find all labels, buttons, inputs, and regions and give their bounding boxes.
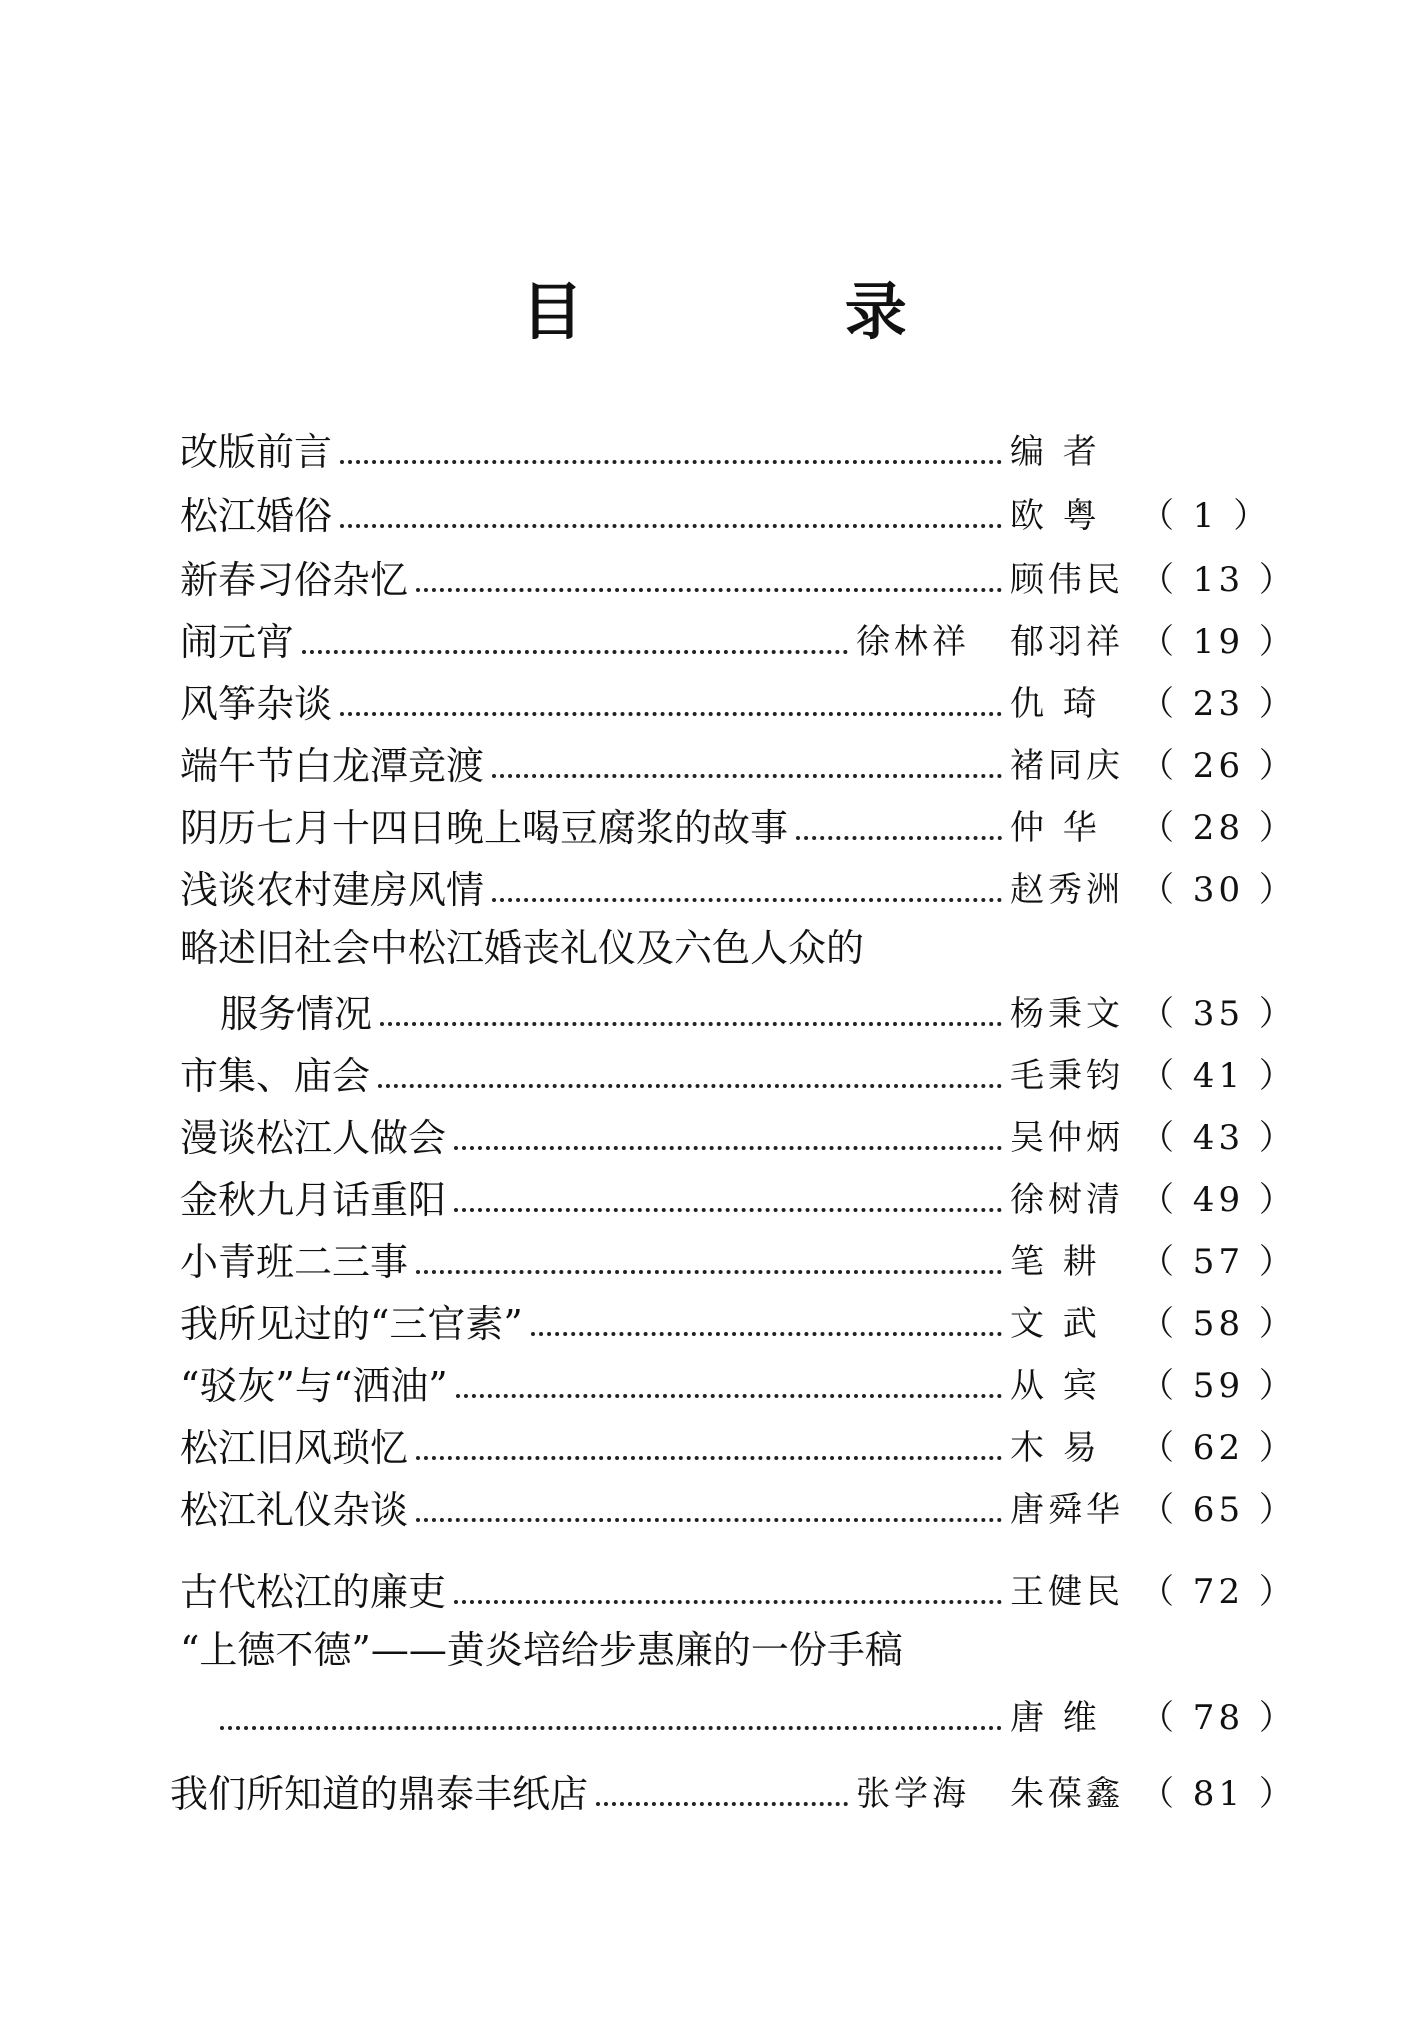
entry-page	[1140, 428, 1260, 476]
entry-title: 松江旧风琐忆	[180, 1426, 409, 1470]
leader-dots	[531, 1332, 1002, 1336]
entry-author: 编 者	[1010, 432, 1101, 472]
leader-dots	[416, 1518, 1002, 1522]
entry-author: 赵秀洲	[1010, 870, 1124, 910]
leader-dots	[380, 1022, 1002, 1026]
entry-coauthor: 徐林祥	[856, 622, 970, 662]
leader-dots	[416, 1270, 1002, 1274]
entry-author: 仲 华	[1010, 808, 1101, 848]
leader-dots	[416, 1456, 1002, 1460]
leader-dots	[454, 1600, 1002, 1604]
leader-dots	[220, 1726, 1002, 1730]
toc-entry-1[interactable]	[180, 424, 1260, 476]
entry-title: 小青班二三事	[180, 1240, 409, 1284]
entry-author: 顾伟民	[1010, 560, 1124, 600]
leader-dots	[340, 460, 1002, 464]
entry-title: 古代松江的廉吏	[180, 1570, 447, 1614]
toc-entry-9-line1[interactable]: 略述旧社会中松江婚丧礼仪及六色人众的	[180, 926, 865, 970]
entry-title: 新春习俗杂忆	[180, 558, 409, 602]
toc-entry-5[interactable]	[180, 676, 1297, 728]
entry-title: 风筝杂谈	[180, 682, 333, 726]
entry-page: （ 1 ）	[1140, 496, 1272, 536]
toc-entry-12[interactable]	[180, 1172, 1297, 1224]
leader-dots	[456, 1394, 1002, 1398]
entry-page: （ 43 ）	[1140, 1118, 1297, 1158]
toc-entry-6[interactable]	[180, 738, 1297, 790]
leader-dots	[454, 1208, 1002, 1212]
entry-author: 欧 粤	[1010, 496, 1101, 536]
leader-dots	[454, 1146, 1002, 1150]
entry-page: （ 41 ）	[1140, 1056, 1297, 1096]
toc-entry-7[interactable]	[180, 800, 1297, 852]
toc-entry-16[interactable]	[180, 1420, 1297, 1472]
entry-page: （ 65 ）	[1140, 1490, 1297, 1530]
toc-entry-20[interactable]	[170, 1766, 1297, 1818]
entry-author: 吴仲炳	[1010, 1118, 1124, 1158]
entry-title: 松江婚俗	[180, 494, 333, 538]
entry-page: （ 59 ）	[1140, 1366, 1297, 1406]
entry-author: 郁羽祥	[1010, 622, 1124, 662]
toc-entry-19[interactable]	[220, 1690, 1297, 1742]
leader-dots	[302, 650, 848, 654]
entry-title: 浅谈农村建房风情	[180, 868, 485, 912]
entry-page: （ 28 ）	[1140, 808, 1297, 848]
leader-dots	[340, 712, 1002, 716]
entry-page: （ 30 ）	[1140, 870, 1297, 910]
toc-entry-15[interactable]	[180, 1358, 1297, 1410]
entry-title: 我所见过的“三官素”	[180, 1302, 523, 1346]
entry-page: （ 49 ）	[1140, 1180, 1297, 1220]
entry-author: 毛秉钧	[1010, 1056, 1124, 1096]
entry-page: （ 23 ）	[1140, 684, 1297, 724]
toc-entry-10[interactable]	[180, 1048, 1297, 1100]
entry-author: 仇 琦	[1010, 684, 1101, 724]
entry-author: 唐 维	[1010, 1698, 1101, 1738]
entry-page: （ 19 ）	[1140, 622, 1297, 662]
toc-entry-18[interactable]	[180, 1564, 1297, 1616]
toc-entry-9[interactable]	[220, 986, 1297, 1038]
entry-page: （ 35 ）	[1140, 994, 1297, 1034]
entry-title-cont: 服务情况	[220, 992, 373, 1036]
leader-dots	[416, 588, 1002, 592]
leader-dots	[492, 774, 1002, 778]
entry-coauthor: 张学海	[856, 1774, 970, 1814]
entry-page: （ 78 ）	[1140, 1698, 1297, 1738]
leader-dots	[796, 836, 1002, 840]
entry-author: 褚同庆	[1010, 746, 1124, 786]
entry-title: 端午节白龙潭竞渡	[180, 744, 485, 788]
entry-page: （ 57 ）	[1140, 1242, 1297, 1282]
entry-author: 朱葆鑫	[1010, 1774, 1124, 1814]
entry-title: “驳灰”与“洒油”	[180, 1364, 448, 1408]
entry-page: （ 58 ）	[1140, 1304, 1297, 1344]
entry-page: （ 26 ）	[1140, 746, 1297, 786]
entry-title: 改版前言	[180, 430, 333, 474]
toc-entry-13[interactable]	[180, 1234, 1297, 1286]
entry-author: 杨秉文	[1010, 994, 1124, 1034]
entry-page: （ 13 ）	[1140, 560, 1297, 600]
entry-page: （ 62 ）	[1140, 1428, 1297, 1468]
entry-title: 漫谈松江人做会	[180, 1116, 447, 1160]
toc-entry-19-line1[interactable]: “上德不德”——黄炎培给步惠廉的一份手稿	[180, 1628, 903, 1672]
entry-author: 王健民	[1010, 1572, 1124, 1612]
entry-author: 文 武	[1010, 1304, 1101, 1344]
entry-title: 金秋九月话重阳	[180, 1178, 447, 1222]
entry-title: 闹元宵	[180, 620, 295, 664]
entry-title: 松江礼仪杂谈	[180, 1488, 409, 1532]
entry-page: （ 72 ）	[1140, 1572, 1297, 1612]
leader-dots	[340, 524, 1002, 528]
toc-entry-17[interactable]	[180, 1482, 1297, 1534]
entry-author: 笔 耕	[1010, 1242, 1101, 1282]
entry-title: 阴历七月十四日晚上喝豆腐浆的故事	[180, 806, 789, 850]
toc-entry-2[interactable]	[180, 488, 1272, 540]
entry-page: （ 81 ）	[1140, 1774, 1297, 1814]
page-title: 目 录	[521, 275, 1027, 348]
toc-entry-4[interactable]	[180, 614, 1297, 666]
entry-author: 从 宾	[1010, 1366, 1101, 1406]
entry-author: 徐树清	[1010, 1180, 1124, 1220]
toc-entry-14[interactable]	[180, 1296, 1297, 1348]
leader-dots	[492, 898, 1002, 902]
leader-dots	[378, 1084, 1002, 1088]
entry-author: 唐舜华	[1010, 1490, 1124, 1530]
entry-title: 市集、庙会	[180, 1054, 371, 1098]
toc-entry-11[interactable]	[180, 1110, 1297, 1162]
toc-entry-8[interactable]	[180, 862, 1297, 914]
toc-entry-3[interactable]	[180, 552, 1297, 604]
leader-dots	[596, 1802, 848, 1806]
entry-title: 我们所知道的鼎泰丰纸店	[170, 1772, 589, 1816]
entry-author: 木 易	[1010, 1428, 1101, 1468]
